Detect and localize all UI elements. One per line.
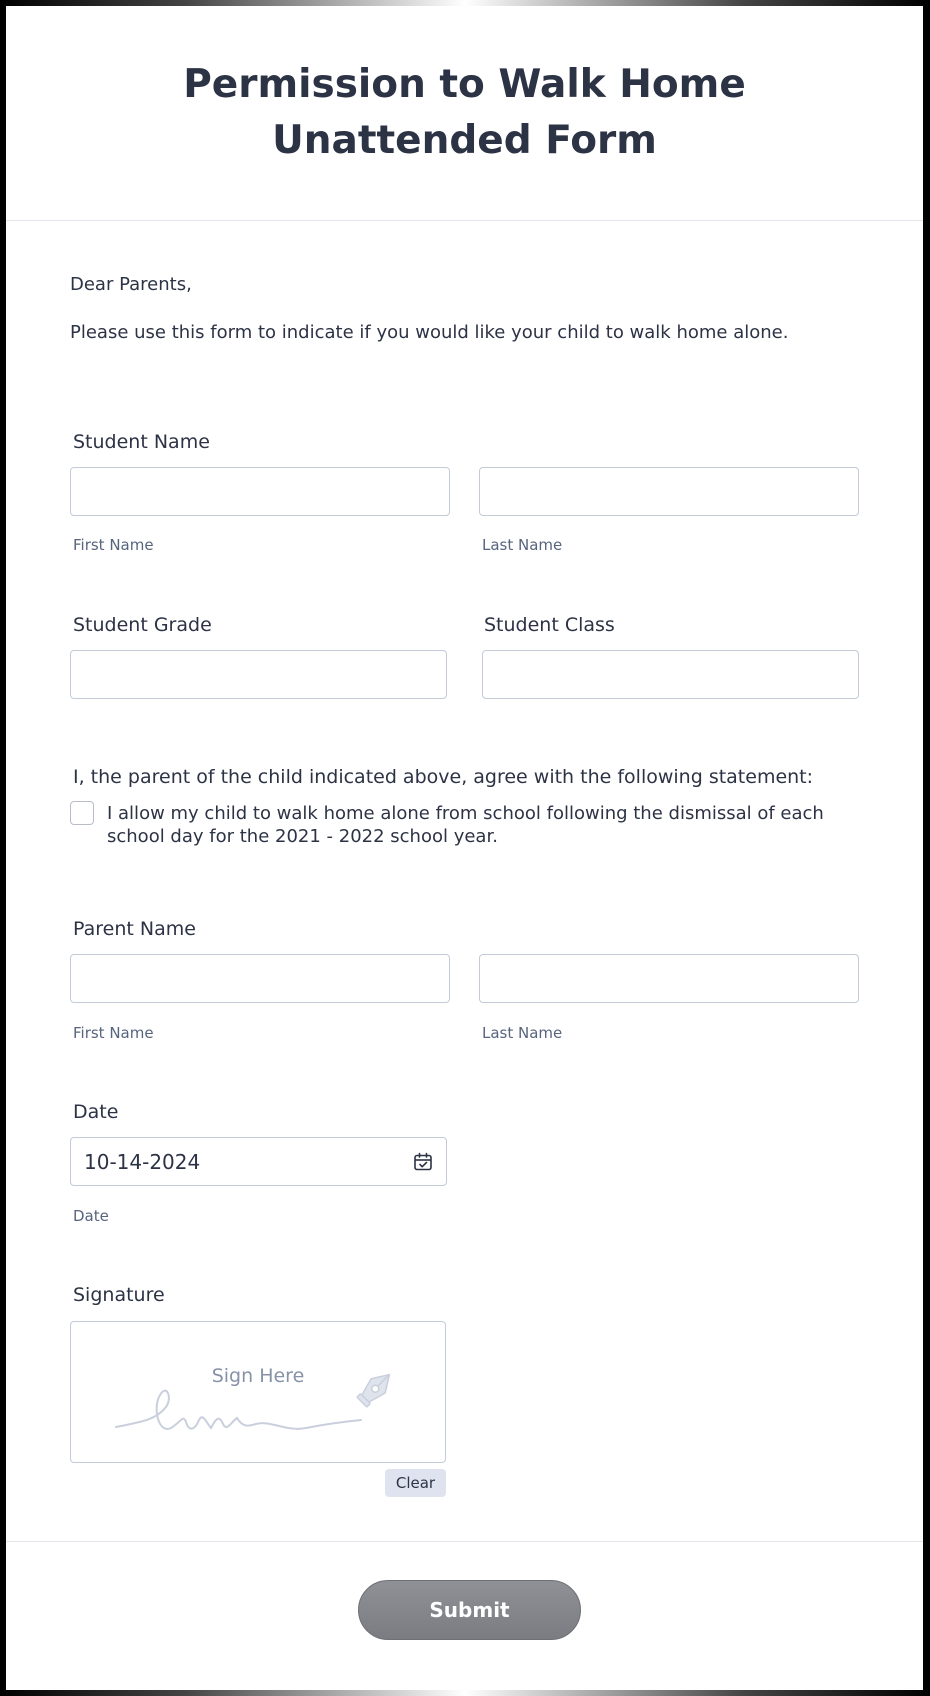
parent-last-name-input[interactable] [479, 954, 859, 1003]
signature-label: Signature [73, 1284, 165, 1306]
student-grade-input[interactable] [70, 650, 447, 699]
pen-nib-icon [353, 1365, 399, 1411]
signature-pad[interactable] [70, 1321, 446, 1463]
form-title: Permission to Walk Home Unattended Form [183, 62, 746, 163]
student-name-label: Student Name [73, 431, 210, 453]
agreement-checkbox[interactable] [70, 801, 94, 825]
footer-divider [6, 1541, 923, 1542]
agreement-checkbox-text[interactable]: I allow my child to walk home alone from school following the dismissal of each school day for the 2021 - 2022 school year. [107, 803, 824, 847]
form-card [6, 6, 923, 1690]
parent-name-label: Parent Name [73, 918, 196, 940]
date-label: Date [73, 1101, 119, 1123]
student-grade-label: Student Grade [73, 614, 212, 636]
form-header [6, 6, 923, 221]
intro-text: Please use this form to indicate if you would like your child to walk home alone. [70, 322, 789, 343]
calendar-icon[interactable] [412, 1151, 434, 1173]
student-first-name-sublabel: First Name [73, 536, 154, 554]
student-class-input[interactable] [482, 650, 859, 699]
parent-last-name-sublabel: Last Name [482, 1024, 563, 1042]
student-last-name-sublabel: Last Name [482, 536, 563, 554]
signature-clear-button[interactable]: Clear [385, 1469, 446, 1497]
student-last-name-input[interactable] [479, 467, 859, 516]
date-input[interactable] [70, 1137, 447, 1186]
submit-button[interactable]: Submit [358, 1580, 581, 1640]
agreement-heading: I, the parent of the child indicated above, agree with the following statement: [73, 766, 814, 788]
signature-placeholder: Sign Here [211, 1365, 305, 1387]
date-value: 10-14-2024 [84, 1150, 201, 1174]
student-first-name-input[interactable] [70, 467, 450, 516]
parent-first-name-input[interactable] [70, 954, 450, 1003]
student-class-label: Student Class [484, 614, 615, 636]
parent-first-name-sublabel: First Name [73, 1024, 154, 1042]
date-sublabel: Date [73, 1207, 109, 1225]
intro-greeting: Dear Parents, [70, 274, 192, 295]
